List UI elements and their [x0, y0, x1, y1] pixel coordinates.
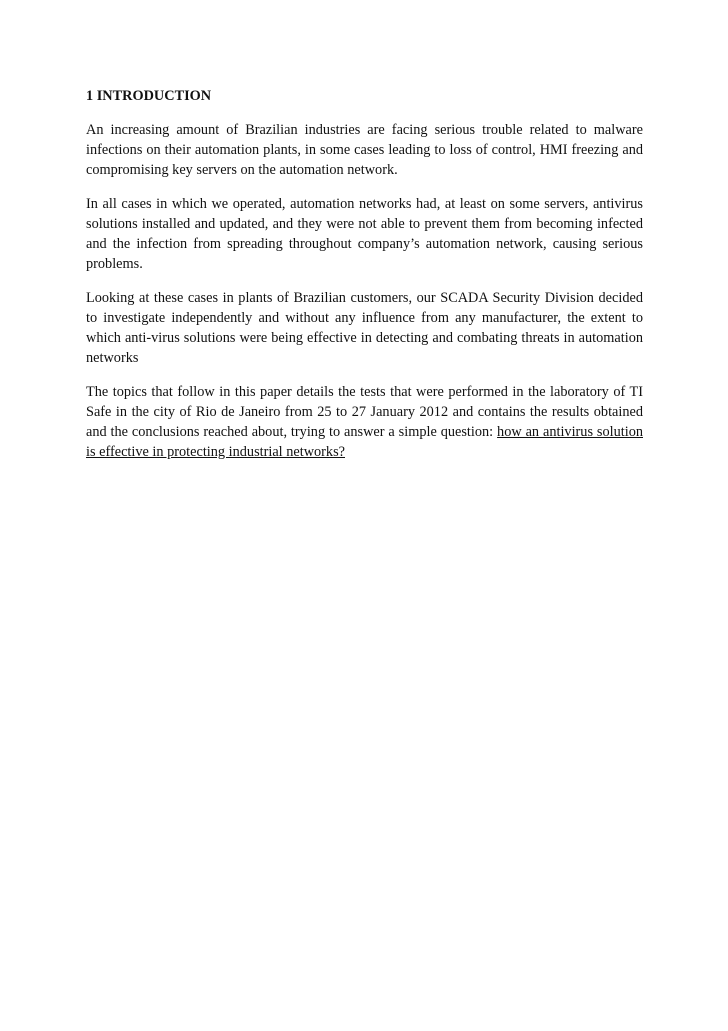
paragraph-2: In all cases in which we operated, automation networks had, at least on some servers, antivirus solutions installed and updated, and they were not able to prevent them from becoming infected and the infection from spreading throughout company’s automation network, causing serious problems.: [86, 196, 643, 272]
document-body: [86, 86, 643, 476]
paragraph-1: An increasing amount of Brazilian industries are facing serious trouble related to malware infections on their automation plants, in some cases leading to loss of control, HMI freezing and compromising key servers on the automation network.: [86, 122, 643, 178]
paragraph-4: [86, 382, 643, 462]
section-heading: 1 INTRODUCTION: [86, 88, 212, 104]
underlined-question: how an antivirus solution is effective in protecting industrial networks?: [86, 424, 643, 460]
paragraph-3: Looking at these cases in plants of Brazilian customers, our SCADA Security Division decided to investigate independently and without any influence from any manufacturer, the extent to which anti-virus solutions were being effective in detecting and combating threats in automation networks: [86, 290, 643, 366]
paragraph-4-text: The topics that follow in this paper details the tests that were performed in the laboratory of TI Safe in the city of Rio de Janeiro from 25 to 27 January 2012 and contains the results obtained and the conclusions reached about, trying to answer a simple question:: [86, 384, 643, 440]
